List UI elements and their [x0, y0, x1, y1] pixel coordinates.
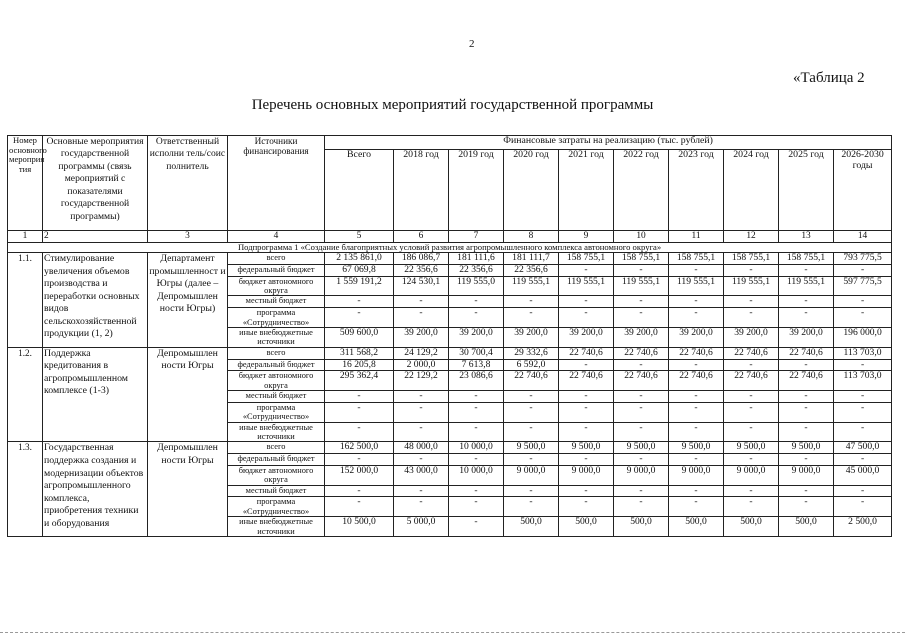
amount-cell: - — [779, 359, 834, 371]
column-index: 8 — [504, 231, 559, 243]
amount-cell: - — [614, 402, 669, 422]
funding-source: местный бюджет — [228, 485, 325, 497]
amount-cell: - — [834, 454, 892, 466]
amount-cell: - — [504, 422, 559, 442]
amount-cell: 39 200,0 — [559, 327, 614, 347]
amount-cell: - — [779, 454, 834, 466]
funding-source: всего — [228, 442, 325, 454]
measure-name: Государственная поддержка создания и модернизации объектов агропромышленного комплекса, приобретения техники и оборудования — [43, 442, 148, 537]
table-row — [8, 442, 892, 454]
amount-cell: - — [724, 497, 779, 517]
amount-cell: 39 200,0 — [394, 327, 449, 347]
column-index: 5 — [325, 231, 394, 243]
amount-cell: - — [449, 402, 504, 422]
amount-cell: 39 200,0 — [779, 327, 834, 347]
amount-cell: - — [779, 485, 834, 497]
amount-cell: 113 703,0 — [834, 371, 892, 391]
amount-cell: - — [394, 485, 449, 497]
header-year: 2023 год — [669, 150, 724, 231]
amount-cell: - — [669, 264, 724, 276]
amount-cell: 158 755,1 — [724, 253, 779, 265]
amount-cell: 119 555,1 — [669, 276, 724, 296]
amount-cell: - — [834, 296, 892, 308]
subprogram-title: Подпрограмма 1 «Создание благоприятных условий развития агропромышленного комплекса автономного округа» — [8, 242, 892, 253]
amount-cell: - — [449, 391, 504, 403]
amount-cell: 22 356,6 — [504, 264, 559, 276]
amount-cell: - — [559, 359, 614, 371]
responsible-executor: Депромышлен ности Югры — [148, 347, 228, 442]
header-year: 2021 год — [559, 150, 614, 231]
amount-cell: 2 500,0 — [834, 517, 892, 537]
amount-cell: - — [669, 422, 724, 442]
amount-cell: 9 000,0 — [504, 465, 559, 485]
table-row — [8, 253, 892, 265]
amount-cell: 196 000,0 — [834, 327, 892, 347]
amount-cell: 2 135 861,0 — [325, 253, 394, 265]
amount-cell: 9 500,0 — [504, 442, 559, 454]
funding-source: федеральный бюджет — [228, 359, 325, 371]
amount-cell: - — [724, 264, 779, 276]
amount-cell: - — [724, 402, 779, 422]
header-financing: Финансовые затраты на реализацию (тыс. рублей) — [325, 136, 892, 150]
amount-cell: - — [614, 308, 669, 328]
amount-cell: 119 555,1 — [559, 276, 614, 296]
amount-cell: 22 740,6 — [614, 371, 669, 391]
amount-cell: - — [559, 454, 614, 466]
funding-source: иные внебюджетные источники — [228, 517, 325, 537]
amount-cell: - — [325, 402, 394, 422]
amount-cell: 119 555,1 — [504, 276, 559, 296]
amount-cell: - — [449, 517, 504, 537]
column-index-row — [8, 231, 892, 243]
amount-cell: 9 500,0 — [724, 442, 779, 454]
amount-cell: - — [614, 485, 669, 497]
amount-cell: - — [669, 454, 724, 466]
amount-cell: - — [325, 422, 394, 442]
amount-cell: 500,0 — [504, 517, 559, 537]
funding-source: бюджет автономного округа — [228, 371, 325, 391]
header-executor: Ответственный исполни тель/соис полнитель — [148, 136, 228, 231]
amount-cell: - — [504, 485, 559, 497]
amount-cell: - — [779, 264, 834, 276]
amount-cell: - — [669, 497, 724, 517]
amount-cell: - — [834, 264, 892, 276]
funding-source: иные внебюджетные источники — [228, 422, 325, 442]
document-title: Перечень основных мероприятий государственной программы — [251, 97, 654, 113]
amount-cell: - — [669, 296, 724, 308]
amount-cell: - — [449, 497, 504, 517]
amount-cell: - — [834, 359, 892, 371]
amount-cell: 5 000,0 — [394, 517, 449, 537]
amount-cell: 39 200,0 — [504, 327, 559, 347]
amount-cell: - — [614, 296, 669, 308]
amount-cell: - — [669, 308, 724, 328]
amount-cell: 9 000,0 — [614, 465, 669, 485]
amount-cell: 9 000,0 — [724, 465, 779, 485]
column-index: 1 — [8, 231, 43, 243]
amount-cell: - — [325, 391, 394, 403]
amount-cell: - — [724, 422, 779, 442]
amount-cell: 10 500,0 — [325, 517, 394, 537]
amount-cell: - — [394, 391, 449, 403]
amount-cell: 22 356,6 — [449, 264, 504, 276]
amount-cell: 500,0 — [724, 517, 779, 537]
amount-cell: - — [504, 497, 559, 517]
amount-cell: - — [325, 454, 394, 466]
amount-cell: - — [834, 391, 892, 403]
amount-cell: - — [559, 264, 614, 276]
amount-cell: - — [394, 296, 449, 308]
funding-source: программа «Сотрудничество» — [228, 497, 325, 517]
amount-cell: 22 129,2 — [394, 371, 449, 391]
amount-cell: - — [669, 391, 724, 403]
measure-number: 1.1. — [8, 253, 43, 348]
amount-cell: - — [559, 308, 614, 328]
amount-cell: - — [559, 391, 614, 403]
amount-cell: - — [834, 497, 892, 517]
amount-cell: 158 755,1 — [779, 253, 834, 265]
amount-cell: 29 332,6 — [504, 347, 559, 359]
header-measure: Основные мероприятия государственной программы (связь мероприятий с показателями государственной программы) — [43, 136, 148, 231]
amount-cell: 22 740,6 — [779, 347, 834, 359]
table-label: «Таблица 2 — [793, 70, 865, 86]
column-index: 9 — [559, 231, 614, 243]
amount-cell: 24 129,2 — [394, 347, 449, 359]
amount-cell: 119 555,1 — [724, 276, 779, 296]
header-year: 2024 год — [724, 150, 779, 231]
program-measures-table — [7, 135, 892, 537]
header-year: 2022 год — [614, 150, 669, 231]
amount-cell: 124 530,1 — [394, 276, 449, 296]
amount-cell: 9 500,0 — [779, 442, 834, 454]
funding-source: федеральный бюджет — [228, 454, 325, 466]
amount-cell: 67 069,8 — [325, 264, 394, 276]
amount-cell: 9 000,0 — [779, 465, 834, 485]
amount-cell: - — [669, 485, 724, 497]
column-index: 6 — [394, 231, 449, 243]
amount-cell: - — [834, 402, 892, 422]
amount-cell: 22 740,6 — [779, 371, 834, 391]
header-year: 2026-2030 годы — [834, 150, 892, 231]
amount-cell: - — [394, 422, 449, 442]
amount-cell: 7 613,8 — [449, 359, 504, 371]
amount-cell: - — [614, 391, 669, 403]
measure-name: Стимулирование увеличения объемов производства и переработки основных видов сельскохозяйственной продукции (1, 2) — [43, 253, 148, 348]
amount-cell: - — [834, 485, 892, 497]
column-index: 12 — [724, 231, 779, 243]
amount-cell: 181 111,6 — [449, 253, 504, 265]
amount-cell: - — [614, 454, 669, 466]
funding-source: федеральный бюджет — [228, 264, 325, 276]
amount-cell: 43 000,0 — [394, 465, 449, 485]
measure-number: 1.3. — [8, 442, 43, 537]
amount-cell: 2 000,0 — [394, 359, 449, 371]
amount-cell: 9 000,0 — [559, 465, 614, 485]
amount-cell: 22 740,6 — [724, 347, 779, 359]
amount-cell: - — [504, 402, 559, 422]
amount-cell: 500,0 — [559, 517, 614, 537]
amount-cell: 23 086,6 — [449, 371, 504, 391]
amount-cell: 1 559 191,2 — [325, 276, 394, 296]
amount-cell: 10 000,0 — [449, 442, 504, 454]
amount-cell: 9 000,0 — [669, 465, 724, 485]
amount-cell: - — [834, 308, 892, 328]
amount-cell: - — [559, 497, 614, 517]
amount-cell: - — [559, 485, 614, 497]
funding-source: бюджет автономного округа — [228, 465, 325, 485]
header-year: 2020 год — [504, 150, 559, 231]
amount-cell: 119 555,0 — [449, 276, 504, 296]
amount-cell: 158 755,1 — [669, 253, 724, 265]
amount-cell: 22 740,6 — [669, 347, 724, 359]
amount-cell: 509 600,0 — [325, 327, 394, 347]
amount-cell: - — [724, 308, 779, 328]
amount-cell: 22 740,6 — [559, 347, 614, 359]
header-year: 2018 год — [394, 150, 449, 231]
funding-source: всего — [228, 253, 325, 265]
funding-source: всего — [228, 347, 325, 359]
amount-cell: - — [669, 359, 724, 371]
amount-cell: 9 500,0 — [559, 442, 614, 454]
amount-cell: 22 740,6 — [669, 371, 724, 391]
amount-cell: - — [614, 359, 669, 371]
amount-cell: - — [449, 308, 504, 328]
amount-cell: 500,0 — [614, 517, 669, 537]
amount-cell: 22 740,6 — [559, 371, 614, 391]
amount-cell: - — [325, 497, 394, 517]
amount-cell: - — [559, 422, 614, 442]
amount-cell: - — [834, 422, 892, 442]
amount-cell: 158 755,1 — [559, 253, 614, 265]
amount-cell: 295 362,4 — [325, 371, 394, 391]
amount-cell: 311 568,2 — [325, 347, 394, 359]
amount-cell: - — [504, 308, 559, 328]
amount-cell: - — [394, 308, 449, 328]
amount-cell: 39 200,0 — [669, 327, 724, 347]
amount-cell: 22 740,6 — [504, 371, 559, 391]
column-index: 3 — [148, 231, 228, 243]
amount-cell: - — [504, 391, 559, 403]
amount-cell: 181 111,7 — [504, 253, 559, 265]
amount-cell: - — [779, 308, 834, 328]
amount-cell: - — [449, 296, 504, 308]
amount-cell: - — [325, 296, 394, 308]
amount-cell: 22 356,6 — [394, 264, 449, 276]
amount-cell: 113 703,0 — [834, 347, 892, 359]
amount-cell: - — [779, 391, 834, 403]
amount-cell: - — [449, 454, 504, 466]
amount-cell: 39 200,0 — [724, 327, 779, 347]
amount-cell: 48 000,0 — [394, 442, 449, 454]
amount-cell: - — [724, 454, 779, 466]
table-row — [8, 347, 892, 359]
amount-cell: 39 200,0 — [614, 327, 669, 347]
amount-cell: 22 740,6 — [724, 371, 779, 391]
amount-cell: - — [504, 296, 559, 308]
amount-cell: 158 755,1 — [614, 253, 669, 265]
amount-cell: 9 500,0 — [614, 442, 669, 454]
header-year: 2019 год — [449, 150, 504, 231]
amount-cell: - — [724, 359, 779, 371]
amount-cell: 500,0 — [779, 517, 834, 537]
amount-cell: - — [449, 485, 504, 497]
amount-cell: - — [779, 422, 834, 442]
amount-cell: - — [504, 454, 559, 466]
page-number: 2 — [469, 38, 475, 50]
amount-cell: 45 000,0 — [834, 465, 892, 485]
amount-cell: - — [724, 391, 779, 403]
amount-cell: - — [394, 402, 449, 422]
column-index: 11 — [669, 231, 724, 243]
header-source: Источники финансирования — [228, 136, 325, 231]
amount-cell: - — [779, 296, 834, 308]
funding-source: программа «Сотрудничество» — [228, 308, 325, 328]
amount-cell: - — [779, 402, 834, 422]
subprogram-row — [8, 242, 892, 253]
amount-cell: - — [724, 485, 779, 497]
measure-number: 1.2. — [8, 347, 43, 442]
amount-cell: 9 500,0 — [669, 442, 724, 454]
amount-cell: - — [559, 402, 614, 422]
funding-source: местный бюджет — [228, 296, 325, 308]
amount-cell: - — [325, 485, 394, 497]
header-year: 2025 год — [779, 150, 834, 231]
amount-cell: 30 700,4 — [449, 347, 504, 359]
amount-cell: - — [614, 422, 669, 442]
funding-source: иные внебюджетные источники — [228, 327, 325, 347]
amount-cell: - — [669, 402, 724, 422]
header-year: Всего — [325, 150, 394, 231]
header-num: Номер основного мероприя тия — [8, 136, 43, 231]
amount-cell: 47 500,0 — [834, 442, 892, 454]
funding-source: программа «Сотрудничество» — [228, 402, 325, 422]
amount-cell: 793 775,5 — [834, 253, 892, 265]
amount-cell: 597 775,5 — [834, 276, 892, 296]
funding-source: местный бюджет — [228, 391, 325, 403]
amount-cell: 500,0 — [669, 517, 724, 537]
amount-cell: - — [559, 296, 614, 308]
amount-cell: 10 000,0 — [449, 465, 504, 485]
amount-cell: - — [779, 497, 834, 517]
amount-cell: 119 555,1 — [779, 276, 834, 296]
measure-name: Поддержка кредитования в агропромышленном комплексе (1-3) — [43, 347, 148, 442]
amount-cell: - — [449, 422, 504, 442]
page-edge-line — [0, 632, 905, 633]
funding-source: бюджет автономного округа — [228, 276, 325, 296]
amount-cell: - — [614, 264, 669, 276]
responsible-executor: Депромышлен ности Югры — [148, 442, 228, 537]
amount-cell: 186 086,7 — [394, 253, 449, 265]
amount-cell: 22 740,6 — [614, 347, 669, 359]
column-index: 10 — [614, 231, 669, 243]
amount-cell: - — [325, 308, 394, 328]
column-index: 7 — [449, 231, 504, 243]
amount-cell: 152 000,0 — [325, 465, 394, 485]
amount-cell: - — [614, 497, 669, 517]
column-index: 14 — [834, 231, 892, 243]
amount-cell: 6 592,0 — [504, 359, 559, 371]
amount-cell: - — [394, 454, 449, 466]
amount-cell: 162 500,0 — [325, 442, 394, 454]
amount-cell: 16 205,8 — [325, 359, 394, 371]
amount-cell: - — [724, 296, 779, 308]
amount-cell: 39 200,0 — [449, 327, 504, 347]
column-index: 13 — [779, 231, 834, 243]
column-index: 4 — [228, 231, 325, 243]
column-index: 2 — [43, 231, 148, 243]
amount-cell: 119 555,1 — [614, 276, 669, 296]
amount-cell: - — [394, 497, 449, 517]
responsible-executor: Департамент промышленност и Югры (далее – Депромышлен ности Югры) — [148, 253, 228, 348]
